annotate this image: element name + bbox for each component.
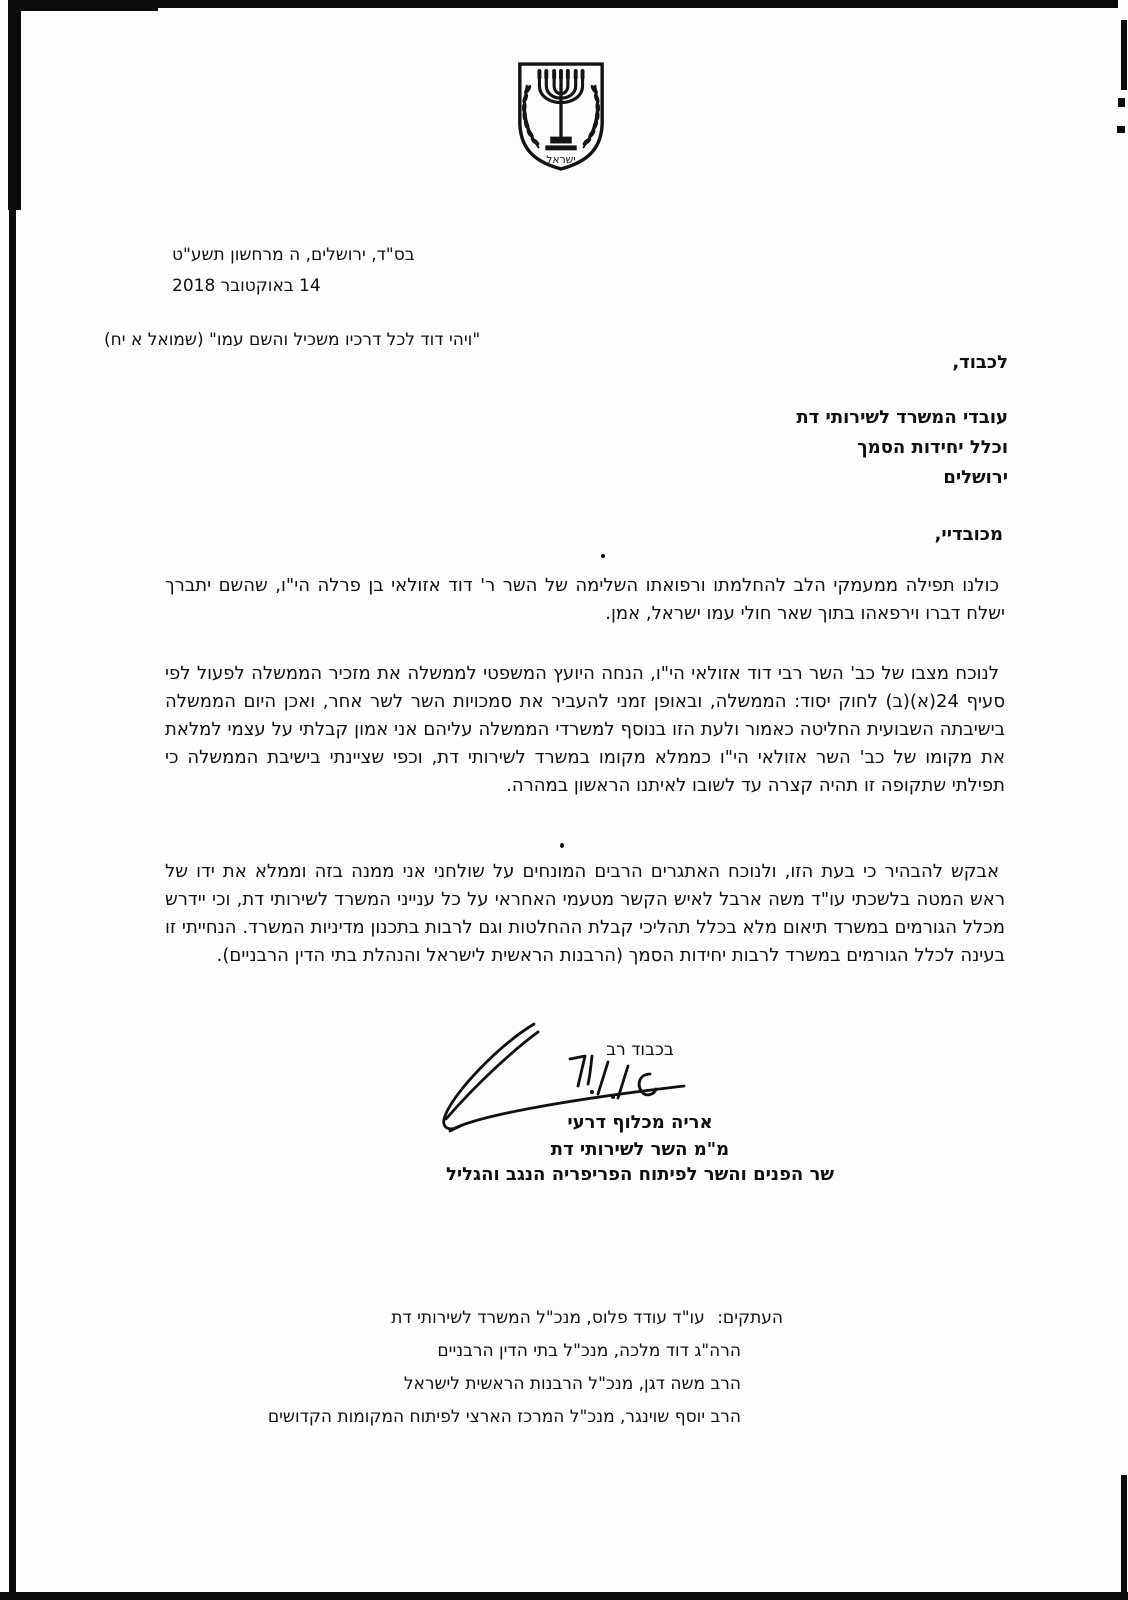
- closing-phrase: בכבוד רב: [606, 1040, 674, 1060]
- recipient-line: עובדי המשרד לשירותי דת: [796, 407, 1008, 428]
- cc-entry: הרב משה דגן, מנכ"ל הרבנות הראשית לישראל: [403, 1374, 741, 1394]
- scan-artifact-right-mark-1: [1118, 98, 1125, 107]
- scan-artifact-top-border: [8, 0, 1118, 8]
- scan-artifact-top-left-blob: [8, 0, 158, 11]
- scan-artifact-bottom-border: [0, 1592, 1128, 1600]
- cc-label: העתקים:: [717, 1308, 783, 1328]
- body-paragraph-3: אבקש להבהיר כי בעת הזו, ולנוכח האתגרים הרבים המונחים על שולחני אני ממנה בזה וממלא את ידו של ראש המטה בלשכתי עו"ד משה ארבל לאיש הקשר מטעמי האחראי על כל ענייני המשרד לשירותי דת, וכי יידרש מכלל הגורמים במשרד תיאום מלא בכלל תהליכי קבלת ההחלטות וגם לרבות בתכנון מדיניות המשרד. הנחייתי זו בעינה לכלל הגורמים במשרד לרבות יחידות הסמך (הרבנות הראשית לישראל והנהלת בתי הדין הרבניים).: [165, 861, 1005, 966]
- hebrew-date-line: בס"ד, ירושלים, ה מרחשון תשע"ט: [172, 245, 415, 265]
- cc-entry: הרה"ג דוד מלכה, מנכ"ל בתי הדין הרבניים: [437, 1341, 741, 1361]
- recipient-salutation: לכבוד,: [952, 352, 1008, 373]
- scan-speck-1: [601, 554, 605, 558]
- signer-title-interior-minister: שר הפנים והשר לפיתוח הפריפריה הנגב והגליל: [445, 1164, 835, 1185]
- cc-line: [268, 1302, 783, 1335]
- signer-name: אריה מכלוף דרעי: [567, 1112, 713, 1133]
- signer-title-acting-minister: מ"מ השר לשירותי דת: [550, 1139, 730, 1160]
- scan-speck-2: [560, 843, 564, 848]
- date-block: [172, 240, 415, 302]
- gregorian-date-line: 14 באוקטובר 2018: [172, 276, 321, 296]
- scan-artifact-right-bottom: [1121, 1475, 1127, 1595]
- recipient-address: [796, 403, 1008, 493]
- body-paragraph-1: כולנו תפילה ממעמקי הלב להחלמתו ורפואתו השלימה של השר ר' דוד אזולאי בן פרלה הי"ו, שהשם יתברך ישלח דברו וירפאהו בתוך שאר חולי עמו ישראל, אמן.: [165, 575, 1005, 624]
- cc-entry: עו"ד עודד פלוס, מנכ"ל המשרד לשירותי דת: [391, 1308, 705, 1328]
- scan-artifact-left-border: [9, 0, 16, 1600]
- recipient-line: ירושלים: [943, 467, 1008, 488]
- emblem-menorah-base: [545, 137, 576, 151]
- cc-block: [268, 1302, 783, 1434]
- recipient-line: וכלל יחידות הסמך: [857, 437, 1008, 458]
- emblem-caption: ישראל: [546, 153, 576, 167]
- israel-state-emblem-icon: [512, 58, 610, 176]
- body-paragraph-2: לנוכח מצבו של כב' השר רבי דוד אזולאי הי"ו, הנחה היועץ המשפטי לממשלה את מזכיר הממשלה לפעול לפי סעיף 24(א)(ב) לחוק יסוד: הממשלה, ובאופן זמני להעביר את סמכויות השר לשר אחר, ואכן היום הממשלה בישיבתה השבועית החליטה כאמור ולעת הזו בנוסף למשרדי הממשלה עליהם אני אמון קבלתי על עצמי למלאת את מקומו של כב' השר אזולאי הי"ו כממלא מקומו במשרד לשירותי דת, וכפי שציינתי בישיבת הממשלה כי תפילתי שתקופה זו תהיה קצרה עד לשובו לאיתנו הראשון במהרה.: [165, 663, 1006, 796]
- scripture-motto: "ויהי דוד לכל דרכיו משכיל והשם עמו" (שמואל א יח): [104, 330, 481, 350]
- greeting: מכובדיי,: [934, 524, 1003, 545]
- scan-artifact-right-mark-2: [1117, 126, 1125, 133]
- cc-entry: הרב יוסף שוינגר, מנכ"ל המרכז הארצי לפיתוח המקומות הקדושים: [267, 1407, 741, 1427]
- scan-artifact-left-border-top: [8, 0, 21, 210]
- scan-artifact-right-top: [1121, 20, 1127, 90]
